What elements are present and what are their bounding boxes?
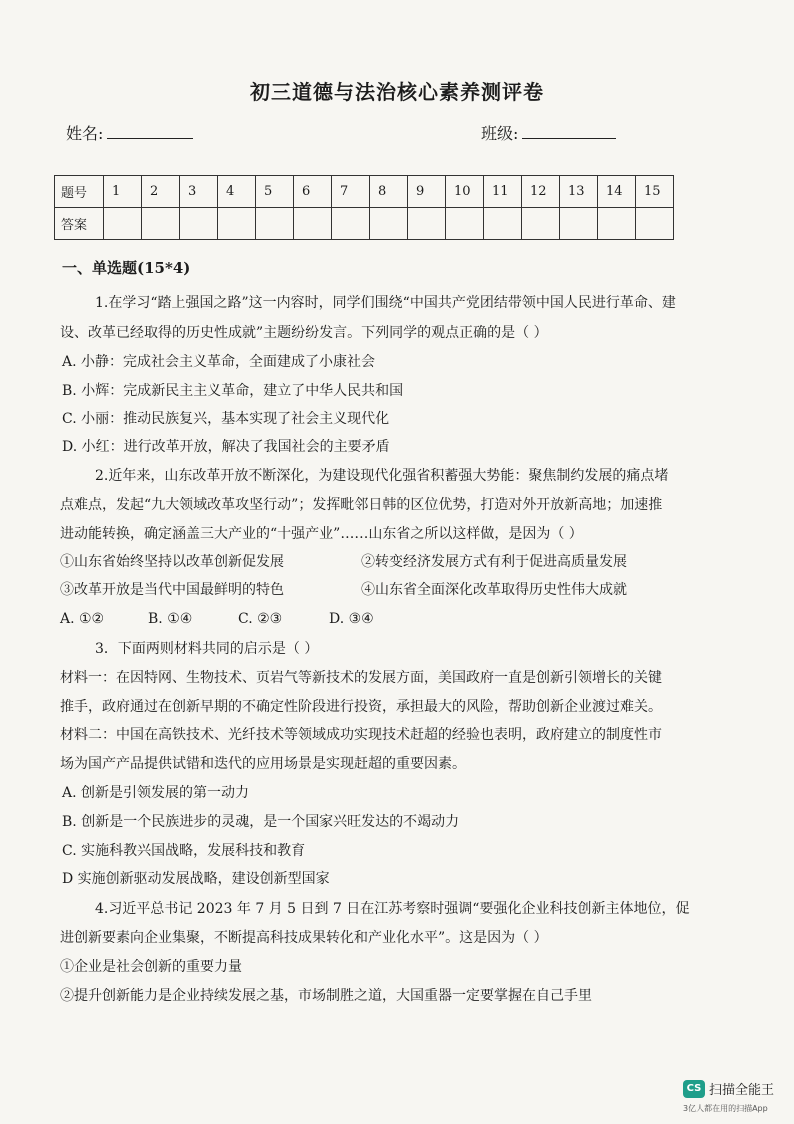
question-2-statement-3: ③改革开放是当代中国最鲜明的特色 [60,582,284,598]
name-blank[interactable] [107,124,193,139]
table-question-number: 4 [218,176,256,208]
watermark-tagline: 3亿人都在用的扫描App [683,1104,768,1113]
question-1-stem-line: 设、改革已经取得的历史性成就”主题纷纷发言。下列同学的观点正确的是（ ） [60,325,548,341]
question-4-statement-2: ②提升创新能力是企业持续发展之基，市场制胜之道，大国重器一定要掌握在自己手里 [60,988,592,1004]
answer-cell[interactable] [294,208,332,240]
class-field [481,121,616,144]
answer-table-answer-row [55,208,674,240]
question-1-option-b: B. 小辉：完成新民主主义革命，建立了中华人民共和国 [62,383,404,399]
answer-cell[interactable] [370,208,408,240]
scanner-watermark [683,1079,774,1098]
class-label: 班级: [481,124,519,143]
table-question-number: 11 [484,176,522,208]
table-question-number: 12 [522,176,560,208]
answer-cell[interactable] [560,208,598,240]
answer-cell[interactable] [256,208,294,240]
question-2-stem-line: 进动能转换，确定涵盖三大产业的“十强产业”……山东省之所以这样做，是因为（ ） [60,526,583,542]
table-question-number: 2 [142,176,180,208]
question-2-statement-2: ②转变经济发展方式有利于促进高质量发展 [361,554,627,570]
question-1-option-d: D. 小红：进行改革开放，解决了我国社会的主要矛盾 [62,439,390,455]
answer-cell[interactable] [332,208,370,240]
question-2-statement-4: ④山东省全面深化改革取得历史性伟大成就 [361,582,627,598]
table-question-number: 10 [446,176,484,208]
question-3-option-b: B. 创新是一个民族进步的灵魂，是一个国家兴旺发达的不竭动力 [62,814,460,830]
question-3-material-2: 场为国产产品提供试错和迭代的应用场景是实现赶超的重要因素。 [60,756,466,772]
question-3-option-c: C. 实施科教兴国战略，发展科技和教育 [62,843,306,859]
table-question-number: 15 [636,176,674,208]
question-2-stem-line: 2.近年来，山东改革开放不断深化，为建设现代化强省积蓄强大势能：聚焦制约发展的痛点堵 [95,468,669,484]
answer-cell[interactable] [522,208,560,240]
question-2-option-b: B. ①④ [148,611,193,627]
page-title: 初三道德与法治核心素养测评卷 [250,80,544,104]
answer-cell[interactable] [598,208,636,240]
question-2-option-d: D. ③④ [329,611,374,627]
watermark-name: 扫描全能王 [709,1083,775,1098]
camscanner-logo-icon: CS [683,1080,705,1098]
question-2-option-a: A. ①② [60,611,105,627]
table-question-number: 14 [598,176,636,208]
question-1-stem-line: 1.在学习“踏上强国之路”这一内容时，同学们围绕“中国共产党团结带领中国人民进行革命、建 [95,295,676,311]
question-2-stem-line: 点难点，发起“九大领域改革攻坚行动”；发挥毗邻日韩的区位优势，打造对外开放新高地；加速推 [60,497,663,513]
answer-cell[interactable] [408,208,446,240]
answer-cell[interactable] [484,208,522,240]
question-2-statement-1: ①山东省始终坚持以改革创新促发展 [60,554,284,570]
question-1-option-c: C. 小丽：推动民族复兴，基本实现了社会主义现代化 [62,411,390,427]
table-question-number: 7 [332,176,370,208]
table-question-number: 6 [294,176,332,208]
name-field [66,121,193,144]
answer-table-header-row [55,176,674,208]
answer-table [54,175,674,240]
question-2-option-c: C. ②③ [238,611,283,627]
answer-cell[interactable] [142,208,180,240]
table-question-number: 3 [180,176,218,208]
answer-cell[interactable] [104,208,142,240]
question-4-stem-line: 4.习近平总书记 2023 年 7 月 5 日到 7 日在江苏考察时强调“要强化企业科技创新主体地位，促 [95,901,690,917]
question-3-option-a: A. 创新是引领发展的第一动力 [62,785,250,801]
question-1-option-a: A. 小静：完成社会主义革命，全面建成了小康社会 [62,354,376,370]
table-answer-label: 答案 [55,208,104,240]
section-heading: 一、单选题(15*4) [62,259,191,277]
answer-cell[interactable] [446,208,484,240]
table-header-label: 题号 [55,176,104,208]
question-3-option-d: D 实施创新驱动发展战略，建设创新型国家 [62,871,330,887]
question-3-material-1: 推手，政府通过在创新早期的不确定性阶段进行投资，承担最大的风险，帮助创新企业渡过难关。 [60,699,662,715]
answer-cell[interactable] [180,208,218,240]
question-4-statement-1: ①企业是社会创新的重要力量 [60,959,242,975]
table-question-number: 5 [256,176,294,208]
question-4-stem-line: 进创新要素向企业集聚，不断提高科技成果转化和产业化水平”。这是因为（ ） [60,930,548,946]
answer-cell[interactable] [636,208,674,240]
answer-cell[interactable] [218,208,256,240]
question-3-stem: 3．下面两则材料共同的启示是（ ） [95,641,319,657]
table-question-number: 1 [104,176,142,208]
table-question-number: 8 [370,176,408,208]
table-question-number: 13 [560,176,598,208]
question-3-material-1: 材料一：在因特网、生物技术、页岩气等新技术的发展方面，美国政府一直是创新引领增长的关键 [60,670,662,686]
class-blank[interactable] [522,124,616,139]
name-label: 姓名: [66,124,104,143]
table-question-number: 9 [408,176,446,208]
question-3-material-2: 材料二：中国在高铁技术、光纤技术等领域成功实现技术赶超的经验也表明，政府建立的制度性市 [60,727,662,743]
